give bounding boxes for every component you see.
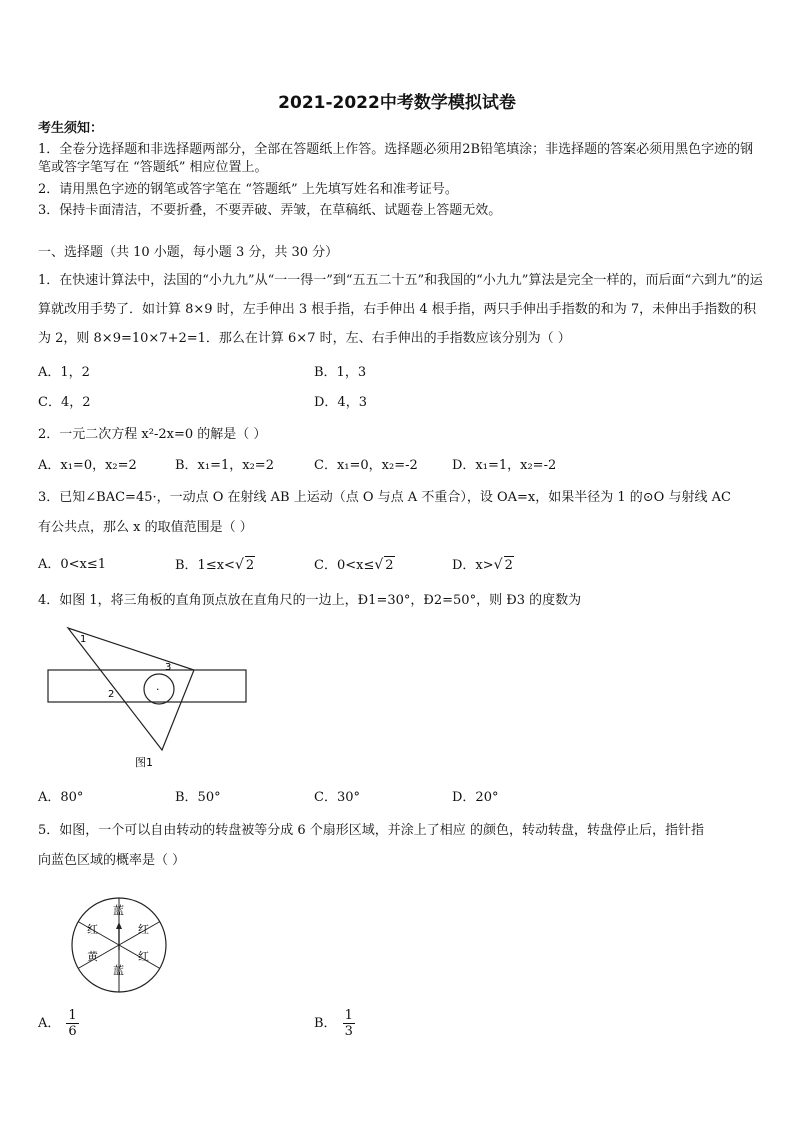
- center-dot: ·: [156, 683, 160, 696]
- q1-option-c: C．4，2: [38, 395, 91, 410]
- question-3-line-1: 3．已知∠BAC=45·，一动点 O 在射线 AB 上运动（点 O 与点 A 不重合），设 OA=x，如果半径为 1 的⊙O 与射线 AC: [38, 490, 731, 505]
- angle-1-label: 1: [80, 634, 87, 645]
- fraction-numerator: 1: [344, 1008, 353, 1023]
- question-1-text: 1．在快速计算法中，法国的“小九九”从“一一得一”到“五五二十五”和我国的“小九九”算法是完全一样的，而后面“六到九”的运算就改用手势了．如计算 8×9 时，左手伸出 3 根手指，右手伸出 4 根手指，两只手伸出手指数的和为 7，未伸出手指数的积为 2，则 8×9=10×7+2=1．那么在计算 6×7 时，左、右手伸出的手指数应该分别为（ ）: [38, 273, 763, 346]
- sector-lower-left-label: 黄: [87, 950, 98, 963]
- sqrt-sign: √: [234, 557, 244, 573]
- fraction: [343, 1008, 355, 1039]
- question-5-line-2: 向蓝色区域的概率是（ ）: [38, 853, 186, 868]
- pointer-arrow-head: [116, 922, 122, 929]
- fraction-numerator: 1: [68, 1008, 77, 1023]
- question-2-text: 2．一元二次方程 x²-2x=0 的解是（ ）: [38, 427, 267, 442]
- sector-upper-right-label: 红: [138, 923, 149, 936]
- sqrt-radicand: 2: [504, 558, 513, 573]
- q3-option-a: A．0<x≤1: [38, 557, 107, 572]
- sector-bottom-label: 蓝: [113, 964, 124, 977]
- q3-option-c-prefix: C．0<x≤: [314, 558, 375, 573]
- fraction-denominator: 6: [68, 1024, 77, 1039]
- question-3-line-2: 有公共点，那么 x 的取值范围是（ ）: [38, 520, 253, 535]
- figure-caption: 图1: [135, 756, 153, 769]
- figure-1-triangle-ruler: [40, 622, 255, 772]
- sector-upper-left-label: 红: [87, 923, 98, 936]
- q5-option-b: [314, 1008, 355, 1039]
- q3-option-c: [314, 556, 395, 575]
- q3-option-b: [175, 556, 255, 575]
- question-4-text: 4．如图 1，将三角板的直角顶点放在直角尺的一边上，Ð1=30°，Ð2=50°，则 Ð3 的度数为: [38, 593, 582, 608]
- sqrt-radicand: 2: [385, 558, 394, 573]
- q3-option-d-prefix: D．x>: [452, 558, 494, 573]
- notice-item-3: 3．保持卡面清洁，不要折叠，不要弄破、弄皱，在草稿纸、试题卷上答题无效。: [38, 203, 502, 218]
- triangle-board: [68, 628, 194, 750]
- q4-option-b: B．50°: [175, 790, 221, 805]
- sector-lower-right-label: 红: [138, 950, 149, 963]
- q2-option-c: C．x₁=0，x₂=-2: [314, 458, 418, 473]
- sector-top-label: 蓝: [113, 904, 124, 917]
- q4-option-a: A．80°: [38, 790, 84, 805]
- q1-option-a: A．1，2: [38, 365, 90, 380]
- fraction-denominator: 3: [344, 1024, 353, 1039]
- q5-option-a-label: A．: [38, 1016, 61, 1031]
- q2-option-b: B．x₁=1，x₂=2: [175, 458, 274, 473]
- notice-item-1: 1．全卷分选择题和非选择题两部分，全部在答题纸上作答。选择题必须用2B铅笔填涂；非选择题的答案必须用黑色字迹的钢笔或答字笔写在 “答题纸” 相应位置上。: [38, 142, 754, 175]
- sqrt-sign: √: [493, 557, 503, 573]
- q1-option-d: D．4，3: [314, 395, 367, 410]
- q2-option-d: D．x₁=1，x₂=-2: [452, 458, 557, 473]
- sqrt-radicand: 2: [245, 558, 255, 573]
- wheel-divider: [78, 922, 119, 946]
- exam-title: 2021-2022中考数学模拟试卷: [278, 93, 516, 113]
- notice-item-2: 2．请用黑色字迹的钢笔或答字笔在 “答题纸” 上先填写姓名和准考证号。: [38, 182, 458, 197]
- q2-option-a: A．x₁=0，x₂=2: [38, 458, 137, 473]
- q5-option-a: [38, 1008, 79, 1039]
- q4-option-c: C．30°: [314, 790, 360, 805]
- fraction: [66, 1008, 78, 1039]
- q5-option-b-label: B．: [314, 1016, 337, 1031]
- q3-option-d: [452, 556, 514, 575]
- spinner-wheel: [68, 892, 178, 1002]
- sqrt-sign: √: [374, 557, 384, 573]
- angle-2-label: 2: [108, 689, 115, 700]
- notice-heading: 考生须知：: [38, 121, 104, 136]
- angle-3-label: 3: [165, 662, 172, 673]
- q4-option-d: D．20°: [452, 790, 499, 805]
- section-heading: 一、选择题（共 10 小题，每小题 3 分，共 30 分）: [38, 245, 339, 260]
- q1-option-b: B．1，3: [314, 365, 367, 380]
- question-5-line-1: 5．如图，一个可以自由转动的转盘被等分成 6 个扇形区域，并涂上了相应 的颜色，转动转盘，转盘停止后，指针指: [38, 823, 704, 838]
- q3-option-b-prefix: B．1≤x<: [175, 558, 235, 573]
